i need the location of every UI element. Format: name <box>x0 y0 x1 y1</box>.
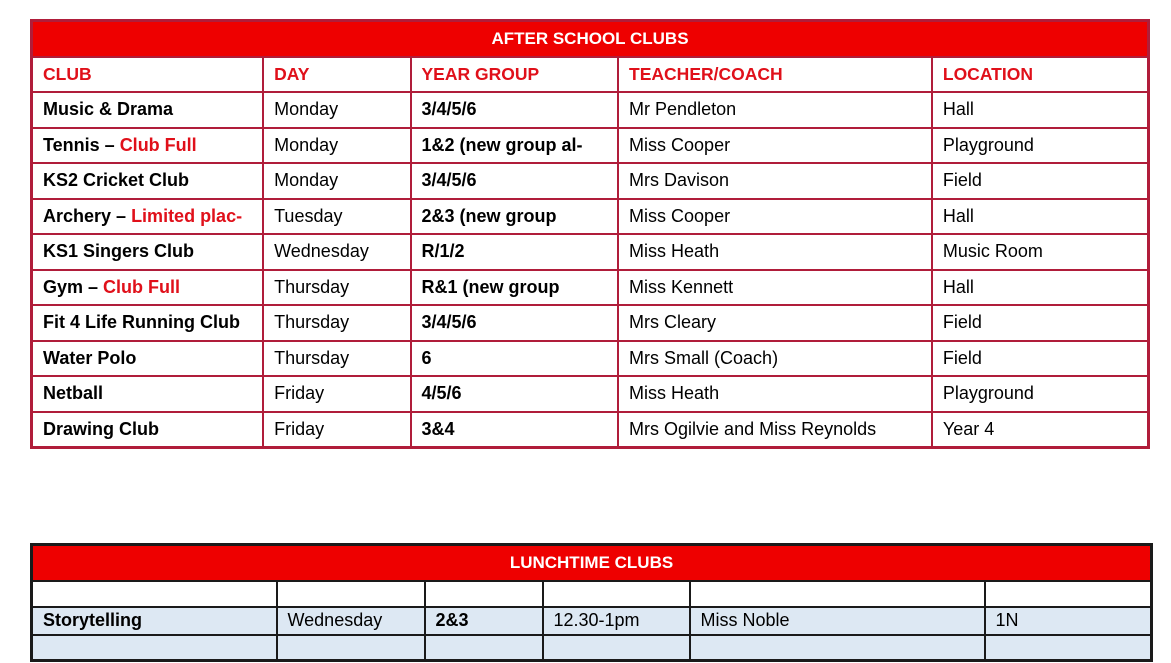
day-cell <box>263 234 410 270</box>
table-row <box>32 199 1149 235</box>
lunch-class: 1N <box>985 607 1152 635</box>
lunch-day: Wednesday <box>277 607 425 635</box>
year-group-text: 4/5/6 <box>421 383 462 404</box>
day-cell <box>263 199 410 235</box>
day-text: Wednesday <box>274 241 369 262</box>
teacher-text: Mrs Ogilvie and Miss Reynolds <box>629 418 877 439</box>
header-year-group: YEAR GROUP <box>411 57 619 93</box>
lunch-teacher: Miss Noble <box>690 607 985 635</box>
location-text: Playground <box>942 383 1034 404</box>
table-row <box>32 92 1149 128</box>
year-group-cell <box>411 199 619 235</box>
year-group-cell <box>411 163 619 199</box>
club-cell <box>32 128 264 164</box>
year-group-text: 3&4 <box>421 418 455 439</box>
location-cell <box>932 305 1149 341</box>
day-text: Monday <box>274 99 339 120</box>
day-cell <box>263 376 410 412</box>
table-row <box>32 270 1149 306</box>
club-text: Drawing Club <box>43 418 159 439</box>
year-group-cell <box>411 305 619 341</box>
teacher-cell <box>618 92 932 128</box>
lunch-year: 2&3 <box>425 607 543 635</box>
after-school-rows <box>32 92 1149 447</box>
table-row <box>32 305 1149 341</box>
year-group-text: R/1/2 <box>421 241 465 262</box>
teacher-cell <box>618 341 932 377</box>
table-row <box>32 128 1149 164</box>
teacher-text: Mrs Davison <box>629 170 730 191</box>
table-row <box>32 234 1149 270</box>
day-text: Monday <box>274 170 339 191</box>
header-teacher: TEACHER/COACH <box>618 57 932 93</box>
after-school-title: AFTER SCHOOL CLUBS <box>32 21 1149 57</box>
club-cell <box>32 270 264 306</box>
teacher-cell <box>618 128 932 164</box>
club-cell <box>32 341 264 377</box>
header-day: DAY <box>263 57 410 93</box>
header-club: CLUB <box>32 57 264 93</box>
club-text: KS2 Cricket Club <box>43 170 190 191</box>
teacher-cell <box>618 305 932 341</box>
teacher-cell <box>618 412 932 448</box>
location-cell <box>932 199 1149 235</box>
year-group-cell <box>411 412 619 448</box>
day-text: Tuesday <box>274 205 343 226</box>
club-cell <box>32 163 264 199</box>
club-text: Water Polo <box>43 347 137 368</box>
location-text: Year 4 <box>942 418 995 439</box>
teacher-text: Miss Heath <box>629 241 720 262</box>
club-text: Tennis – <box>43 134 120 155</box>
year-group-text: 3/4/5/6 <box>421 170 477 191</box>
year-group-cell <box>411 341 619 377</box>
teacher-text: Miss Cooper <box>629 134 731 155</box>
day-text: Thursday <box>274 312 350 333</box>
table-row <box>32 607 1152 635</box>
day-text: Monday <box>274 134 339 155</box>
year-group-text: 3/4/5/6 <box>421 312 477 333</box>
teacher-cell <box>618 376 932 412</box>
teacher-text: Mr Pendleton <box>629 99 737 120</box>
day-cell <box>263 412 410 448</box>
lunchtime-clubs-table <box>30 543 1153 662</box>
teacher-text: Miss Kennett <box>629 276 734 297</box>
year-group-text: R&1 (new group <box>421 276 560 297</box>
teacher-text: Miss Cooper <box>629 205 731 226</box>
year-group-text: 2&3 (new group <box>421 205 557 226</box>
day-text: Friday <box>274 383 325 404</box>
teacher-text: Mrs Small (Coach) <box>629 347 779 368</box>
location-cell <box>932 270 1149 306</box>
lunchtime-title: LUNCHTIME CLUBS <box>32 545 1152 581</box>
location-cell <box>932 412 1149 448</box>
location-text: Field <box>942 170 982 191</box>
club-text: Netball <box>43 383 104 404</box>
day-cell <box>263 270 410 306</box>
blank-row <box>32 581 1152 607</box>
club-text: Gym – <box>43 276 104 297</box>
location-cell <box>932 376 1149 412</box>
club-text: Archery – <box>43 205 132 226</box>
location-text: Field <box>942 347 982 368</box>
location-cell <box>932 234 1149 270</box>
club-cell <box>32 199 264 235</box>
location-text: Music Room <box>942 241 1043 262</box>
location-cell <box>932 163 1149 199</box>
year-group-cell <box>411 92 619 128</box>
table-row <box>32 412 1149 448</box>
club-text: Music & Drama <box>43 99 174 120</box>
day-cell <box>263 305 410 341</box>
location-text: Field <box>942 312 982 333</box>
table-row <box>32 341 1149 377</box>
teacher-cell <box>618 199 932 235</box>
location-text: Hall <box>942 99 974 120</box>
teacher-cell <box>618 234 932 270</box>
day-text: Friday <box>274 418 325 439</box>
teacher-text: Mrs Cleary <box>629 312 717 333</box>
lunch-club: Storytelling <box>32 607 277 635</box>
year-group-cell <box>411 234 619 270</box>
day-cell <box>263 341 410 377</box>
header-location: LOCATION <box>932 57 1149 93</box>
year-group-cell <box>411 376 619 412</box>
year-group-text: 1&2 (new group al- <box>421 134 583 155</box>
lunch-time: 12.30-1pm <box>543 607 690 635</box>
day-text: Thursday <box>274 347 350 368</box>
location-text: Hall <box>942 276 974 297</box>
club-status-note: Club Full <box>119 134 197 155</box>
club-cell <box>32 412 264 448</box>
location-cell <box>932 341 1149 377</box>
location-text: Playground <box>942 134 1034 155</box>
year-group-text: 3/4/5/6 <box>421 99 477 120</box>
blank-row <box>32 635 1152 661</box>
year-group-text: 6 <box>421 347 432 368</box>
location-cell <box>932 128 1149 164</box>
club-text: Fit 4 Life Running Club <box>43 312 240 333</box>
teacher-cell <box>618 163 932 199</box>
club-cell <box>32 234 264 270</box>
table-row <box>32 376 1149 412</box>
club-cell <box>32 376 264 412</box>
location-text: Hall <box>942 205 974 226</box>
day-cell <box>263 163 410 199</box>
header-row <box>32 57 1149 93</box>
teacher-cell <box>618 270 932 306</box>
teacher-text: Miss Heath <box>629 383 720 404</box>
day-cell <box>263 128 410 164</box>
year-group-cell <box>411 128 619 164</box>
club-cell <box>32 305 264 341</box>
club-cell <box>32 92 264 128</box>
club-status-note: Club Full <box>103 276 181 297</box>
table-row <box>32 163 1149 199</box>
club-text: KS1 Singers Club <box>43 241 195 262</box>
location-cell <box>932 92 1149 128</box>
day-text: Thursday <box>274 276 350 297</box>
day-cell <box>263 92 410 128</box>
after-school-clubs-table <box>30 19 1150 449</box>
year-group-cell <box>411 270 619 306</box>
club-status-note: Limited plac- <box>131 205 243 226</box>
